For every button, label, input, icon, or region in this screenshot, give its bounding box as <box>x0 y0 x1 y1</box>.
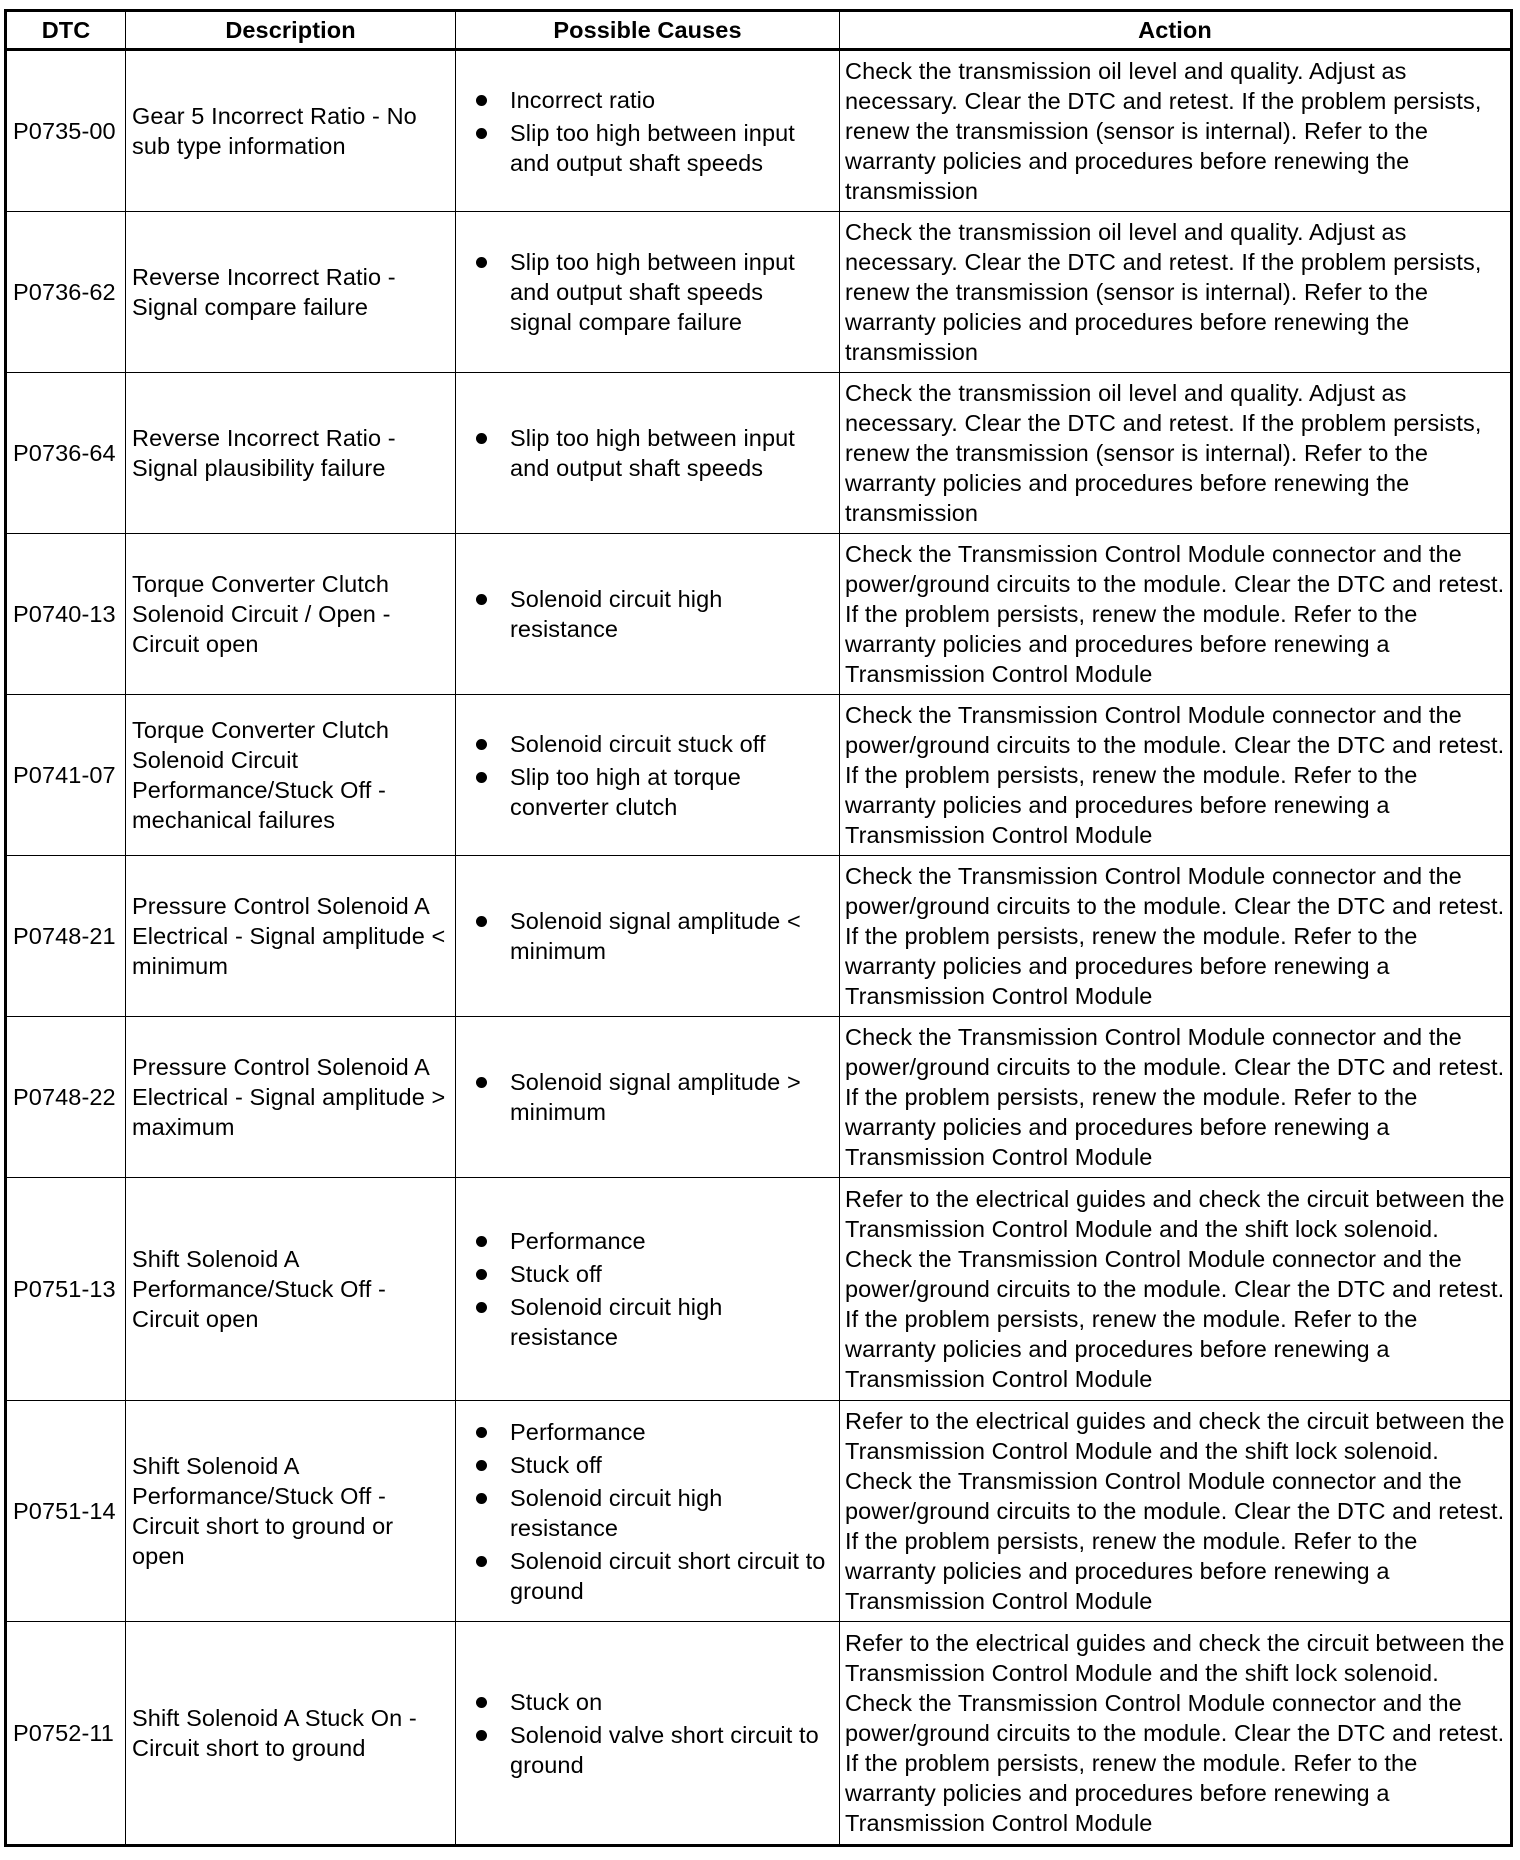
table-row <box>6 1017 1512 1178</box>
possible-causes-cell <box>456 1401 840 1622</box>
description-cell: Pressure Control Solenoid A Electrical - Signal amplitude > maximum <box>126 1017 456 1178</box>
possible-causes-cell <box>456 695 840 856</box>
bullet-icon <box>476 1730 487 1741</box>
cause-text: Performance <box>510 1228 646 1254</box>
description-cell: Pressure Control Solenoid A Electrical - Signal amplitude < minimum <box>126 856 456 1017</box>
causes-list <box>476 906 829 966</box>
description-cell: Gear 5 Incorrect Ratio - No sub type information <box>126 50 456 212</box>
cause-item <box>476 1259 829 1289</box>
possible-causes-cell <box>456 373 840 534</box>
bullet-icon <box>476 1302 487 1313</box>
description-cell: Shift Solenoid A Stuck On - Circuit short to ground <box>126 1622 456 1846</box>
dtc-code-cell: P0740-13 <box>6 534 126 695</box>
cause-text: Incorrect ratio <box>510 86 656 113</box>
cause-text: Solenoid circuit high resistance <box>510 1294 723 1350</box>
causes-list <box>476 1226 829 1352</box>
cause-item <box>476 584 829 644</box>
possible-causes-cell <box>456 50 840 212</box>
cause-text: Slip too high between input and output shaft speeds signal compare failure <box>510 249 795 335</box>
table-row <box>6 534 1512 695</box>
bullet-icon <box>476 739 487 750</box>
cause-item <box>476 906 829 966</box>
causes-list <box>476 729 829 822</box>
description-cell: Shift Solenoid A Performance/Stuck Off - Circuit open <box>126 1178 456 1401</box>
table-row <box>6 212 1512 373</box>
bullet-icon <box>476 433 487 444</box>
cause-item <box>476 118 829 178</box>
table-row <box>6 373 1512 534</box>
description-cell: Reverse Incorrect Ratio - Signal plausibility failure <box>126 373 456 534</box>
causes-list <box>476 423 829 483</box>
dtc-code-cell: P0736-62 <box>6 212 126 373</box>
possible-causes-cell <box>456 1017 840 1178</box>
causes-list <box>476 584 829 644</box>
dtc-code-cell: P0751-14 <box>6 1401 126 1622</box>
bullet-icon <box>476 95 487 106</box>
cause-text: Solenoid circuit short circuit to ground <box>510 1547 826 1604</box>
cause-item <box>476 1292 829 1352</box>
cause-text: Slip too high at torque converter clutch <box>510 763 741 820</box>
bullet-icon <box>476 1427 487 1438</box>
cause-text: Solenoid circuit high resistance <box>510 1484 723 1541</box>
cause-item <box>476 85 829 115</box>
cause-text: Solenoid signal amplitude > minimum <box>510 1069 801 1125</box>
dtc-code-cell: P0748-21 <box>6 856 126 1017</box>
cause-text: Solenoid signal amplitude < minimum <box>510 908 801 964</box>
bullet-icon <box>476 594 487 605</box>
dtc-table <box>4 9 1513 1847</box>
causes-list <box>476 1067 829 1127</box>
cause-text: Solenoid valve short circuit to ground <box>510 1721 819 1778</box>
action-cell: Refer to the electrical guides and check the circuit between the Transmission Control Module and the shift lock solenoid. Check the Transmission Control Module connector and the power/ground circuits to the module. Clear the DTC and retest. If the problem persists, renew the module. Refer to the warranty policies and procedures before renewing a Transmission Control Module <box>840 1178 1512 1401</box>
causes-list <box>476 85 829 178</box>
dtc-code-cell: P0748-22 <box>6 1017 126 1178</box>
cause-text: Slip too high between input and output shaft speeds <box>510 425 795 481</box>
header-dtc: DTC <box>6 11 126 50</box>
dtc-code-cell: P0741-07 <box>6 695 126 856</box>
action-cell: Check the Transmission Control Module connector and the power/ground circuits to the module. Clear the DTC and retest. If the problem persists, renew the module. Refer to the warranty policies and procedures before renewing a Transmission Control Module <box>840 695 1512 856</box>
possible-causes-cell <box>456 212 840 373</box>
table-row <box>6 1401 1512 1622</box>
bullet-icon <box>476 1493 487 1504</box>
bullet-icon <box>476 1269 487 1280</box>
dtc-code-cell: P0736-64 <box>6 373 126 534</box>
action-cell: Check the transmission oil level and quality. Adjust as necessary. Clear the DTC and retest. If the problem persists, renew the transmission (sensor is internal). Refer to the warranty policies and procedures before renewing the transmission <box>840 373 1512 534</box>
cause-text: Performance <box>510 1418 646 1445</box>
dtc-code-cell: P0735-00 <box>6 50 126 212</box>
possible-causes-cell <box>456 1622 840 1846</box>
causes-list <box>476 1417 829 1606</box>
action-cell: Check the transmission oil level and quality. Adjust as necessary. Clear the DTC and retest. If the problem persists, renew the transmission (sensor is internal). Refer to the warranty policies and procedures before renewing the transmission <box>840 212 1512 373</box>
cause-item <box>476 762 829 822</box>
header-action: Action <box>840 11 1512 50</box>
table-row <box>6 1622 1512 1846</box>
table-header-row <box>6 11 1512 50</box>
cause-item <box>476 247 829 337</box>
cause-item <box>476 1687 829 1717</box>
cause-text: Stuck on <box>510 1688 603 1715</box>
bullet-icon <box>476 1556 487 1567</box>
cause-item <box>476 1417 829 1447</box>
header-possible-causes: Possible Causes <box>456 11 840 50</box>
dtc-code-cell: P0751-13 <box>6 1178 126 1401</box>
cause-text: Slip too high between input and output shaft speeds <box>510 119 795 176</box>
cause-item <box>476 1067 829 1127</box>
table-row <box>6 695 1512 856</box>
cause-text: Stuck off <box>510 1261 602 1287</box>
action-cell: Refer to the electrical guides and check the circuit between the Transmission Control Module and the shift lock solenoid. Check the Transmission Control Module connector and the power/ground circuits to the module. Clear the DTC and retest. If the problem persists, renew the module. Refer to the warranty policies and procedures before renewing a Transmission Control Module <box>840 1622 1512 1846</box>
dtc-code-cell: P0752-11 <box>6 1622 126 1846</box>
action-cell: Check the Transmission Control Module connector and the power/ground circuits to the module. Clear the DTC and retest. If the problem persists, renew the module. Refer to the warranty policies and procedures before renewing a Transmission Control Module <box>840 1017 1512 1178</box>
cause-item <box>476 1720 829 1780</box>
bullet-icon <box>476 128 487 139</box>
cause-text: Solenoid circuit stuck off <box>510 730 766 757</box>
cause-item <box>476 729 829 759</box>
causes-list <box>476 1687 829 1780</box>
cause-item <box>476 1546 829 1606</box>
cause-item <box>476 1450 829 1480</box>
action-cell: Refer to the electrical guides and check the circuit between the Transmission Control Module and the shift lock solenoid. Check the Transmission Control Module connector and the power/ground circuits to the module. Clear the DTC and retest. If the problem persists, renew the module. Refer to the warranty policies and procedures before renewing a Transmission Control Module <box>840 1401 1512 1622</box>
bullet-icon <box>476 257 487 268</box>
possible-causes-cell <box>456 856 840 1017</box>
table-body <box>6 50 1512 1846</box>
possible-causes-cell <box>456 1178 840 1401</box>
description-cell: Reverse Incorrect Ratio - Signal compare failure <box>126 212 456 373</box>
bullet-icon <box>476 1697 487 1708</box>
action-cell: Check the Transmission Control Module connector and the power/ground circuits to the module. Clear the DTC and retest. If the problem persists, renew the module. Refer to the warranty policies and procedures before renewing a Transmission Control Module <box>840 856 1512 1017</box>
cause-item <box>476 1483 829 1543</box>
header-description: Description <box>126 11 456 50</box>
bullet-icon <box>476 916 487 927</box>
description-cell: Shift Solenoid A Performance/Stuck Off - Circuit short to ground or open <box>126 1401 456 1622</box>
dtc-table-sheet <box>4 9 1510 1847</box>
bullet-icon <box>476 1460 487 1471</box>
cause-text: Stuck off <box>510 1451 602 1478</box>
bullet-icon <box>476 1236 487 1247</box>
description-cell: Torque Converter Clutch Solenoid Circuit / Open - Circuit open <box>126 534 456 695</box>
possible-causes-cell <box>456 534 840 695</box>
bullet-icon <box>476 1077 487 1088</box>
cause-item <box>476 1226 829 1256</box>
table-row <box>6 1178 1512 1401</box>
causes-list <box>476 247 829 337</box>
action-cell: Check the Transmission Control Module connector and the power/ground circuits to the module. Clear the DTC and retest. If the problem persists, renew the module. Refer to the warranty policies and procedures before renewing a Transmission Control Module <box>840 534 1512 695</box>
bullet-icon <box>476 772 487 783</box>
action-cell: Check the transmission oil level and quality. Adjust as necessary. Clear the DTC and retest. If the problem persists, renew the transmission (sensor is internal). Refer to the warranty policies and procedures before renewing the transmission <box>840 50 1512 212</box>
table-row <box>6 50 1512 212</box>
cause-text: Solenoid circuit high resistance <box>510 586 723 642</box>
table-row <box>6 856 1512 1017</box>
description-cell: Torque Converter Clutch Solenoid Circuit Performance/Stuck Off - mechanical failures <box>126 695 456 856</box>
cause-item <box>476 423 829 483</box>
